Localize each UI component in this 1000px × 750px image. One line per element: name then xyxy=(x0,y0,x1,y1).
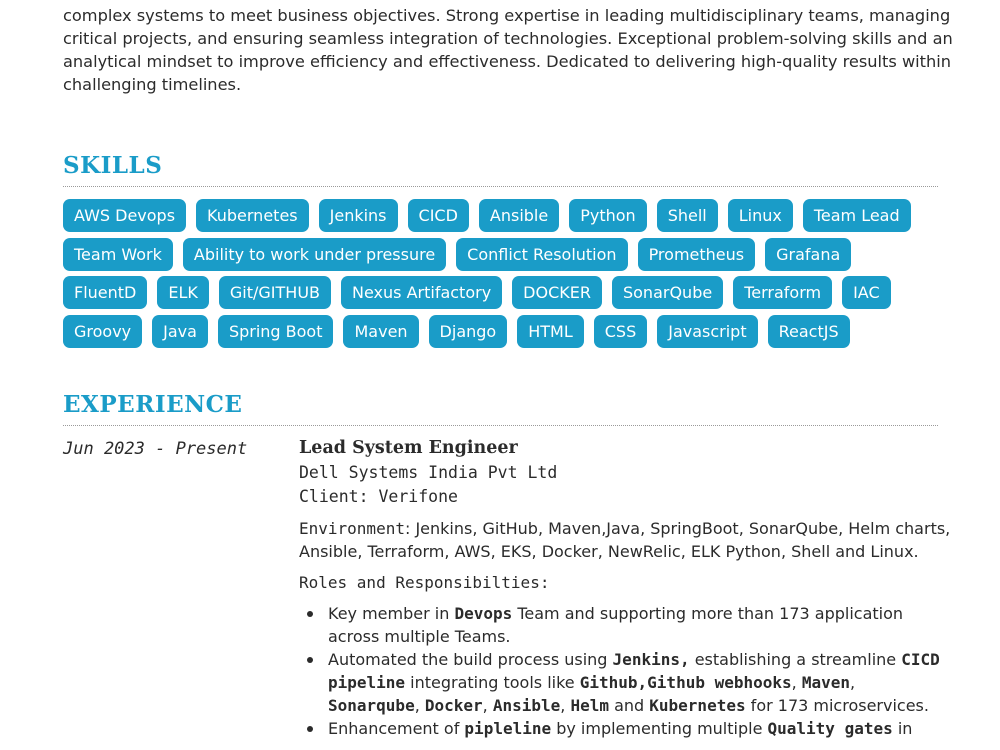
skill-chip: Python xyxy=(569,199,646,232)
summary-line: complex systems to meet business objectives. Strong expertise in leading multidisciplinary teams, managing xyxy=(63,6,951,25)
skill-chip: HTML xyxy=(517,315,584,348)
skill-chip: Prometheus xyxy=(638,238,756,271)
bullet-text: , xyxy=(414,696,425,715)
bullet-text: across multiple Teams. xyxy=(328,627,511,646)
skill-chip: FluentD xyxy=(63,276,147,309)
environment-text: Ansible, Terraform, AWS, EKS, Docker, NewRelic, ELK Python, Shell and Linux. xyxy=(299,542,919,561)
skill-chip: ReactJS xyxy=(768,315,850,348)
bullet-keyword: Ansible xyxy=(492,696,561,715)
company-name: Dell Systems India Pvt Ltd xyxy=(299,463,558,482)
bullet-text: in xyxy=(892,719,913,738)
bullet-text: integrating tools like xyxy=(405,673,580,692)
skill-chip: Ansible xyxy=(479,199,559,232)
bullet-text: Team and supporting more than 173 application xyxy=(512,604,904,623)
skill-chip: Git/GITHUB xyxy=(219,276,331,309)
skill-chip: Maven xyxy=(343,315,418,348)
bullet-keyword: pipleline xyxy=(464,719,552,738)
skill-chip: Django xyxy=(429,315,508,348)
job-title: Lead System Engineer xyxy=(299,438,518,458)
list-item xyxy=(328,648,949,717)
bullet-keyword: Sonarqube xyxy=(328,696,415,715)
summary-line: critical projects, and ensuring seamless integration of technologies. Exceptional problem-solving skills and an xyxy=(63,29,953,48)
bullet-keyword: pipeline xyxy=(328,673,406,692)
client-name: Client: Verifone xyxy=(299,487,458,506)
skill-chip: Nexus Artifactory xyxy=(341,276,502,309)
skill-chip: Groovy xyxy=(63,315,142,348)
skills-list xyxy=(63,199,943,353)
skill-chip: Grafana xyxy=(765,238,851,271)
environment-block xyxy=(299,517,949,563)
bullet-icon xyxy=(307,657,313,663)
skill-chip: AWS Devops xyxy=(63,199,186,232)
bullet-icon xyxy=(307,726,313,732)
skill-chip: ELK xyxy=(157,276,209,309)
bullet-text: by implementing multiple xyxy=(551,719,768,738)
skill-chip: Javascript xyxy=(657,315,757,348)
list-item xyxy=(328,717,949,740)
environment-label: Environment xyxy=(299,519,405,538)
bullet-text: Automated the build process using xyxy=(328,650,613,669)
skill-chip: Linux xyxy=(728,199,793,232)
skills-divider xyxy=(63,186,938,187)
skill-chip: DOCKER xyxy=(512,276,602,309)
skill-chip: Java xyxy=(152,315,208,348)
list-item xyxy=(328,602,949,648)
bullet-keyword: CICD xyxy=(901,650,940,669)
bullet-text: , xyxy=(791,673,802,692)
responsibilities-list xyxy=(299,602,949,740)
job-entry xyxy=(299,436,949,740)
experience-divider xyxy=(63,425,938,426)
bullet-text: for 173 microservices. xyxy=(745,696,929,715)
bullet-keyword: Docker xyxy=(424,696,483,715)
skill-chip: Conflict Resolution xyxy=(456,238,627,271)
skills-row xyxy=(63,276,943,309)
skill-chip: Ability to work under pressure xyxy=(183,238,446,271)
skill-chip: CICD xyxy=(408,199,469,232)
bullet-keyword: Github,Github webhooks xyxy=(579,673,792,692)
skill-chip: CSS xyxy=(594,315,647,348)
skill-chip: Jenkins xyxy=(319,199,398,232)
job-date-range: Jun 2023 - Present xyxy=(63,439,248,459)
bullet-icon xyxy=(307,611,313,617)
skill-chip: Team Work xyxy=(63,238,173,271)
bullet-keyword: Kubernetes xyxy=(649,696,746,715)
skill-chip: Shell xyxy=(657,199,718,232)
bullet-text: , xyxy=(482,696,493,715)
skill-chip: SonarQube xyxy=(612,276,723,309)
bullet-text: , xyxy=(850,673,856,692)
skills-row xyxy=(63,238,943,271)
bullet-text: Enhancement of xyxy=(328,719,465,738)
skill-chip: Team Lead xyxy=(803,199,911,232)
bullet-text: , xyxy=(560,696,571,715)
skill-chip: IAC xyxy=(842,276,891,309)
skills-row xyxy=(63,315,943,348)
bullet-keyword: Devops xyxy=(454,604,513,623)
bullet-text: establishing a streamline xyxy=(689,650,902,669)
skills-row xyxy=(63,199,943,232)
summary-paragraph xyxy=(63,4,953,96)
roles-heading: Roles and Responsibilties: xyxy=(299,573,550,592)
skill-chip: Terraform xyxy=(733,276,832,309)
bullet-text: Key member in xyxy=(328,604,455,623)
bullet-keyword: Maven xyxy=(801,673,850,692)
bullet-keyword: Jenkins, xyxy=(612,650,690,669)
environment-text: : Jenkins, GitHub, Maven,Java, SpringBoot, SonarQube, Helm charts, xyxy=(404,519,951,538)
skills-heading: SKILLS xyxy=(63,152,163,179)
summary-line: challenging timelines. xyxy=(63,75,242,94)
experience-heading: EXPERIENCE xyxy=(63,391,243,418)
skill-chip: Kubernetes xyxy=(196,199,309,232)
bullet-keyword: Helm xyxy=(570,696,609,715)
skill-chip: Spring Boot xyxy=(218,315,334,348)
bullet-keyword: Quality gates xyxy=(767,719,893,738)
bullet-text: and xyxy=(608,696,650,715)
summary-line: analytical mindset to improve efficiency and effectiveness. Dedicated to delivering high-quality results within xyxy=(63,52,952,71)
